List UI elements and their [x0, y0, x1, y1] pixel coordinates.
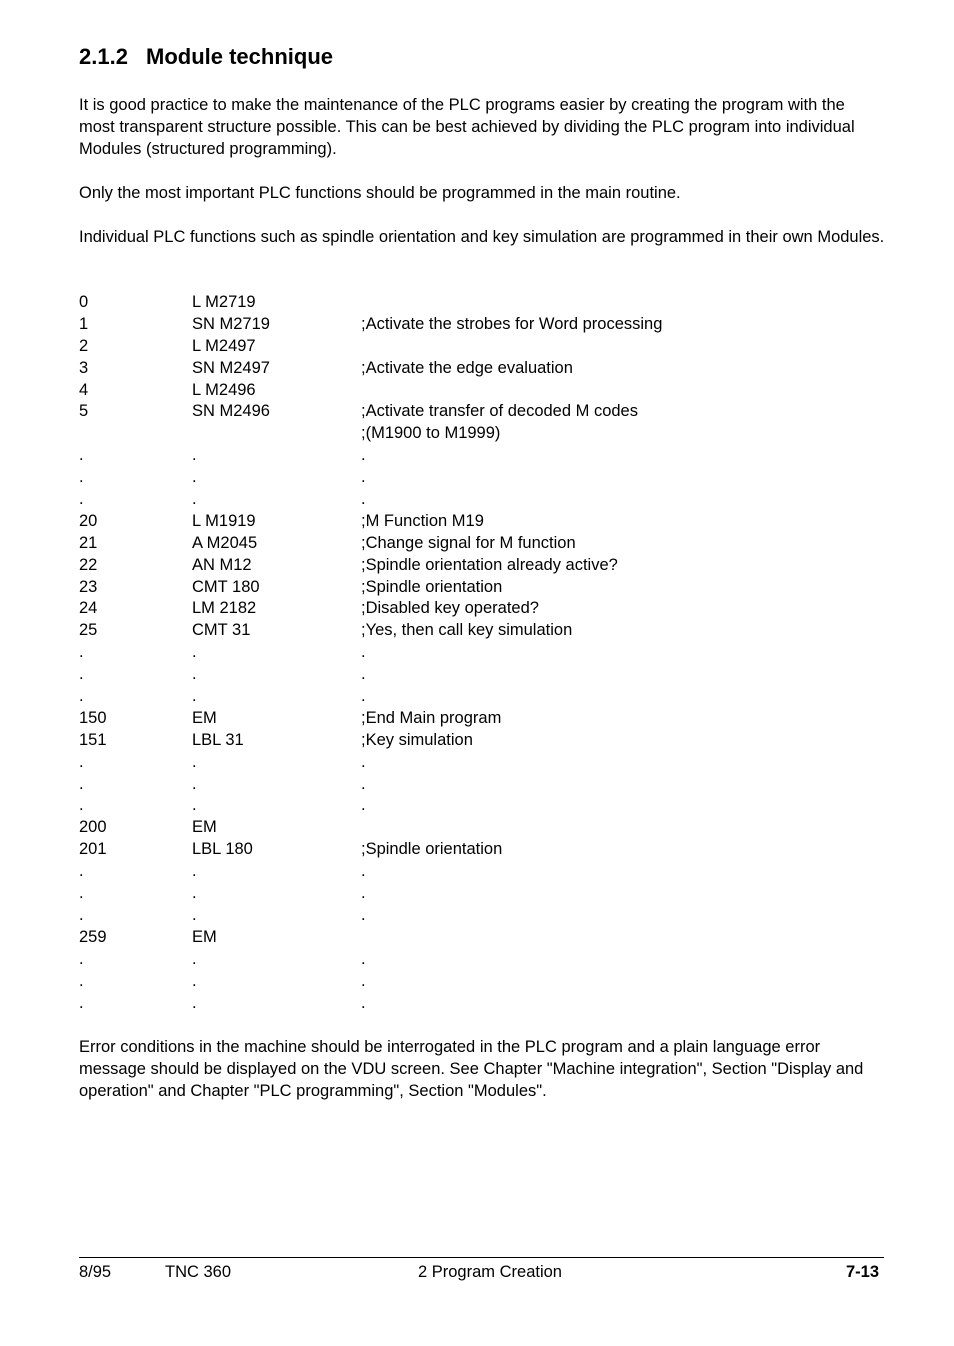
code-instruction: . [192, 993, 197, 1012]
code-comment: . [361, 752, 366, 771]
code-comment: ;Disabled key operated? [361, 599, 539, 618]
code-line-number: . [79, 643, 84, 662]
code-line [79, 314, 879, 336]
code-comment: ;M Function M19 [361, 511, 484, 530]
modules-paragraph: Individual PLC functions such as spindle orientation and key simulation are programmed in their own Modules. [79, 228, 885, 246]
code-comment: ;End Main program [361, 708, 502, 727]
code-line-number: . [79, 884, 84, 903]
error-conditions-paragraph: Error conditions in the machine should be interrogated in the PLC program and a plain language error message should be displayed on the VDU screen. See Chapter "Machine integration", Section "Display and operation" and Chapter "PLC programming", Section "Modules". [79, 1038, 864, 1100]
code-line [79, 292, 879, 314]
code-comment: . [361, 884, 366, 903]
code-instruction: L M2496 [192, 380, 256, 399]
code-instruction: . [192, 687, 197, 706]
code-instruction: . [192, 643, 197, 662]
code-line-number: 22 [79, 555, 98, 574]
code-line-number: . [79, 971, 84, 990]
code-line-number: 20 [79, 511, 98, 530]
code-instruction: CMT 31 [192, 621, 251, 640]
code-instruction: SN M2497 [192, 358, 270, 377]
code-instruction: EM [192, 818, 217, 837]
code-instruction: . [192, 796, 197, 815]
code-line [79, 511, 879, 533]
code-line [79, 555, 879, 577]
code-line-number: . [79, 468, 84, 487]
code-comment: . [361, 905, 366, 924]
code-instruction: AN M12 [192, 555, 252, 574]
code-line [79, 423, 879, 445]
code-line [79, 861, 879, 883]
code-line-number: . [79, 905, 84, 924]
code-line-number: . [79, 949, 84, 968]
code-instruction: CMT 180 [192, 577, 260, 596]
code-instruction: A M2045 [192, 533, 258, 552]
section-number: 2.1.2 [79, 44, 128, 69]
code-line-number: 201 [79, 840, 107, 859]
code-comment: . [361, 687, 366, 706]
code-line [79, 686, 879, 708]
code-instruction: . [192, 949, 197, 968]
code-comment: ;Spindle orientation [361, 577, 503, 596]
code-instruction: . [192, 490, 197, 509]
footer-date: 8/95 [79, 1263, 112, 1281]
code-line [79, 752, 879, 774]
code-line [79, 598, 879, 620]
footer-rule [79, 1257, 884, 1258]
code-line [79, 817, 879, 839]
code-line-number: . [79, 446, 84, 465]
footer-page-number: 7-13 [845, 1263, 879, 1281]
code-comment: ;Activate the edge evaluation [361, 358, 573, 377]
code-line [79, 533, 879, 555]
code-line [79, 577, 879, 599]
code-line [79, 489, 879, 511]
code-instruction: LM 2182 [192, 599, 257, 618]
code-line-number: 21 [79, 533, 98, 552]
code-comment: . [361, 949, 366, 968]
code-line [79, 883, 879, 905]
code-line [79, 927, 879, 949]
code-line-number: 24 [79, 599, 98, 618]
code-line [79, 971, 879, 993]
plc-code-listing [79, 292, 879, 1014]
code-instruction: SN M2496 [192, 402, 270, 421]
code-comment: ;Change signal for M function [361, 533, 576, 552]
code-line-number: 1 [79, 314, 89, 333]
code-instruction: LBL 180 [192, 840, 253, 859]
code-comment: ;(M1900 to M1999) [361, 424, 501, 443]
code-line-number: . [79, 796, 84, 815]
code-line [79, 839, 879, 861]
code-comment: . [361, 490, 366, 509]
code-instruction: L M2497 [192, 336, 256, 355]
code-line-number: 5 [79, 402, 89, 421]
code-comment: ;Yes, then call key simulation [361, 621, 573, 640]
code-instruction: . [192, 752, 197, 771]
code-line-number: 259 [79, 927, 107, 946]
code-line [79, 905, 879, 927]
code-line-number: 3 [79, 358, 89, 377]
code-line [79, 993, 879, 1015]
code-comment: ;Spindle orientation [361, 840, 503, 859]
code-comment: . [361, 643, 366, 662]
code-line [79, 949, 879, 971]
code-line [79, 642, 879, 664]
code-line-number: 151 [79, 730, 107, 749]
footer-chapter: 2 Program Creation [418, 1263, 562, 1281]
code-instruction: SN M2719 [192, 314, 270, 333]
intro-paragraph: It is good practice to make the maintenance of the PLC programs easier by creating the program with the most transparent structure possible. This can be best achieved by dividing the PLC program into individual Modules (structured programming). [79, 96, 855, 158]
code-comment: . [361, 665, 366, 684]
code-line-number: . [79, 774, 84, 793]
code-comment: . [361, 862, 366, 881]
code-line [79, 620, 879, 642]
code-comment: ;Spindle orientation already active? [361, 555, 618, 574]
code-instruction: L M1919 [192, 511, 256, 530]
code-line [79, 380, 879, 402]
code-line-number: . [79, 490, 84, 509]
code-instruction: . [192, 862, 197, 881]
code-line-number: . [79, 993, 84, 1012]
code-line-number: . [79, 687, 84, 706]
code-line [79, 358, 879, 380]
code-line [79, 795, 879, 817]
code-line-number: 0 [79, 293, 89, 311]
code-comment: . [361, 993, 366, 1012]
code-line [79, 336, 879, 358]
code-line-number: . [79, 862, 84, 881]
code-comment: . [361, 971, 366, 990]
code-instruction: . [192, 971, 197, 990]
code-comment: . [361, 774, 366, 793]
code-instruction: EM [192, 708, 217, 727]
code-comment: ;Activate the strobes for Word processing [361, 314, 663, 333]
code-instruction: L M2719 [192, 293, 256, 311]
code-instruction: . [192, 905, 197, 924]
code-instruction: . [192, 468, 197, 487]
code-instruction: . [192, 884, 197, 903]
code-instruction: LBL 31 [192, 730, 244, 749]
code-instruction: . [192, 665, 197, 684]
code-line-number: 2 [79, 336, 89, 355]
code-comment: . [361, 468, 366, 487]
code-line [79, 708, 879, 730]
code-line [79, 730, 879, 752]
code-line-number: 200 [79, 818, 107, 837]
code-comment: ;Key simulation [361, 730, 473, 749]
section-heading [79, 44, 333, 70]
code-line [79, 664, 879, 686]
code-line [79, 774, 879, 796]
code-instruction: . [192, 774, 197, 793]
code-comment: . [361, 796, 366, 815]
code-instruction: . [192, 446, 197, 465]
footer-model: TNC 360 [165, 1263, 232, 1281]
code-comment: ;Activate transfer of decoded M codes [361, 402, 638, 421]
main-routine-paragraph: Only the most important PLC functions should be programmed in the main routine. [79, 184, 681, 202]
code-line-number: 25 [79, 621, 98, 640]
code-line-number: . [79, 665, 84, 684]
section-title: Module technique [146, 44, 333, 69]
code-comment: . [361, 446, 366, 465]
code-line [79, 445, 879, 467]
code-line [79, 467, 879, 489]
code-line [79, 401, 879, 423]
code-line-number: 150 [79, 708, 107, 727]
code-line-number: 23 [79, 577, 98, 596]
code-line-number: 4 [79, 380, 89, 399]
code-line-number: . [79, 752, 84, 771]
code-instruction: EM [192, 927, 217, 946]
